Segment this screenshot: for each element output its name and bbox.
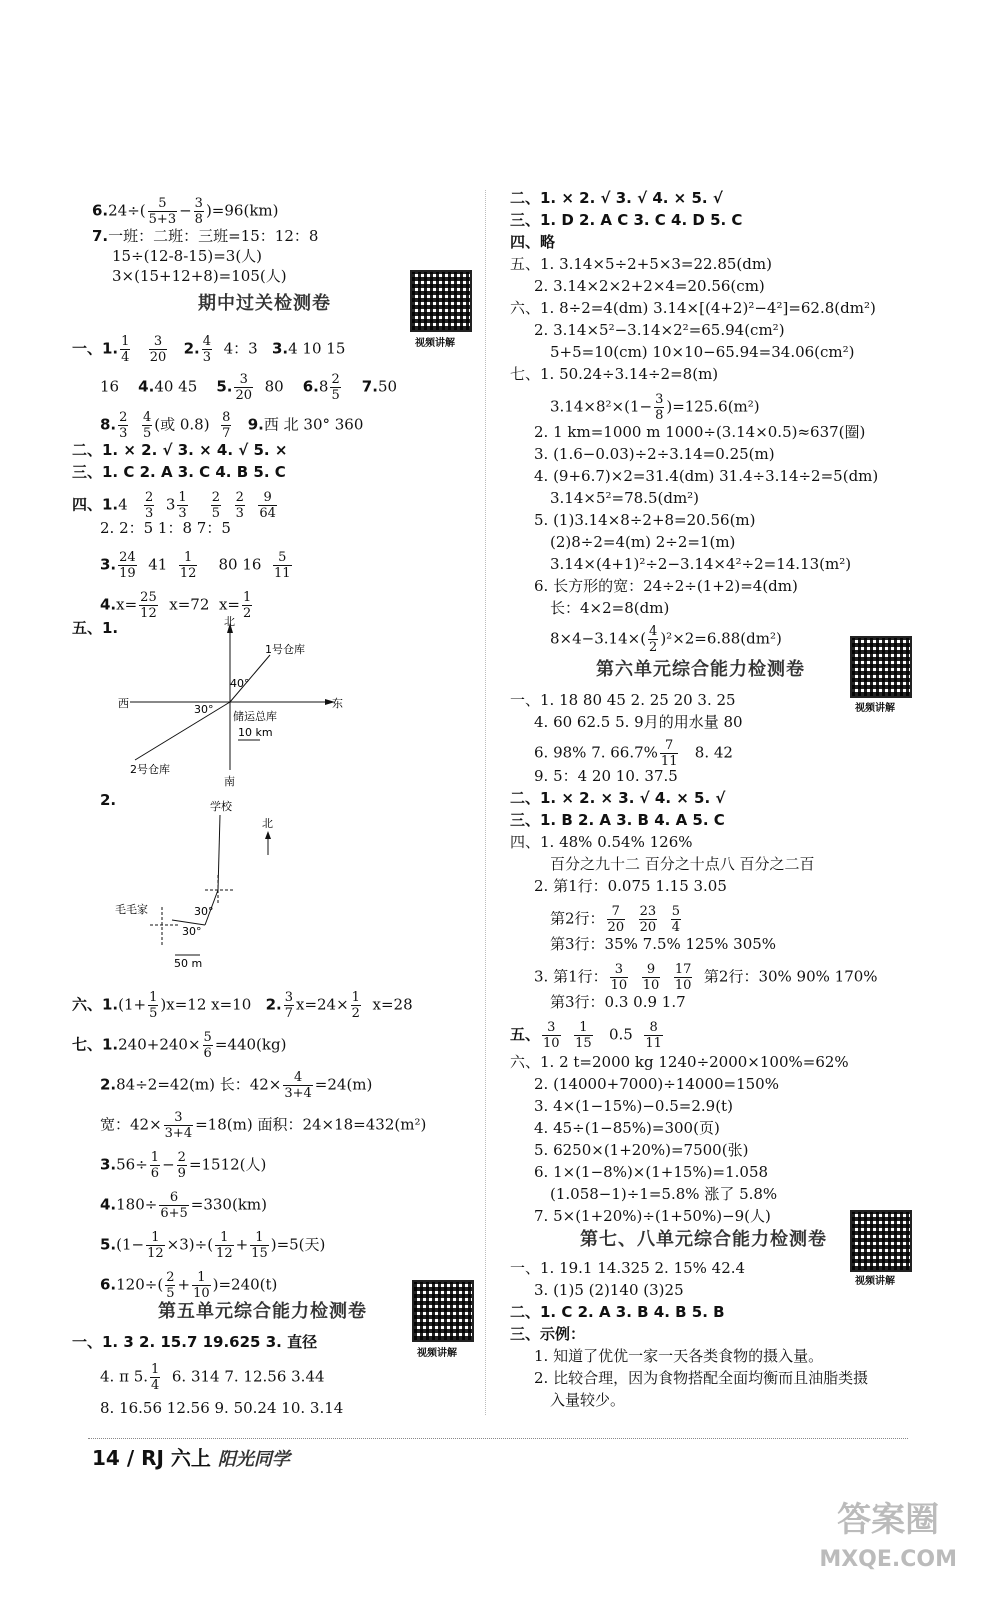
- map1-east: 东: [332, 697, 343, 710]
- unit6-part1-row4: 9. 5：4 20 10. 37.5: [534, 767, 678, 785]
- r-part7-5: 5. (1)3.14×8÷2+8=20.56(m): [534, 511, 756, 529]
- brand-logo: 阳光同学: [217, 1449, 290, 1470]
- midterm-part7-3: 3.56÷ $\frac{1}{6}$ − $\frac{2}{9}$ =1512(人): [100, 1150, 267, 1181]
- r-part6-2: 2. 3.14×5²−3.14×2²=65.94(cm²): [534, 321, 785, 339]
- unit78-part3-2b: 入量较少。: [550, 1391, 626, 1409]
- unit5-part1-row1: 一、1. 3 2. 15.7 19.625 3. 直径: [72, 1333, 318, 1351]
- unit6-part6-6b: (1.058−1)÷1=5.8% 涨了 5.8%: [550, 1185, 778, 1203]
- r-part2: 二、1. × 2. √ 3. √ 4. × 5. √: [510, 189, 723, 207]
- map2-home: 毛毛家: [115, 903, 148, 916]
- direction-map-1: [110, 615, 350, 790]
- unit6-part6-2: 2. (14000+7000)÷14000=150%: [534, 1075, 779, 1093]
- section-title-unit5: 第五单元综合能力检测卷: [158, 1301, 367, 1322]
- r-part7-1b: 3.14×8²×(1− $\frac{3}{8}$ )=125.6(m²): [550, 392, 760, 423]
- midterm-part2: 二、1. × 2. √ 3. × 4. √ 5. ×: [72, 441, 288, 459]
- map2-angle1: 30°: [194, 905, 214, 918]
- midterm-row1: 一、1. $\frac{1}{4}$ $\frac{3}{20}$ 2. $\frac{4}{3}$ 4：3 3.4 10 15: [72, 334, 346, 365]
- r-part7-6c: 8×4−3.14×( $\frac{4}{2}$ )²×2=6.88(dm²): [550, 624, 782, 655]
- r-part6-2b: 5+5=10(cm) 10×10−65.94=34.06(cm²): [550, 343, 855, 361]
- unit78-part2: 二、1. C 2. A 3. B 4. B 5. B: [510, 1303, 725, 1321]
- unit6-part4-3: 3. 第1行： $\frac{3}{10}$ $\frac{9}{10}$ $\frac{17}{10}$ 第2行：30% 90% 170%: [534, 962, 878, 993]
- midterm-part5-1: 五、1.: [72, 619, 119, 637]
- map1-north: 北: [224, 615, 235, 628]
- footer-rule: [88, 1438, 908, 1439]
- qr-label: 视频讲解: [855, 703, 895, 714]
- midterm-part7-4: 4.180÷ $\frac{6}{6+5}$ =330(km): [100, 1190, 267, 1221]
- qr-code-icon[interactable]: [410, 270, 472, 332]
- qr-label: 视频讲解: [417, 1348, 457, 1359]
- midterm-part7-6: 6.120÷( $\frac{2}{5}$ + $\frac{1}{10}$ )=240(t): [100, 1270, 278, 1301]
- midterm-part4-4: 4.x= $\frac{25}{12}$ x=72 x= $\frac{1}{2}$: [100, 590, 252, 621]
- unit6-part6-4: 4. 45÷(1−85%)=300(页): [534, 1119, 720, 1137]
- qr-code-icon[interactable]: [850, 636, 912, 698]
- unit78-part1-1: 一、1. 19.1 14.325 2. 15% 42.4: [510, 1259, 746, 1277]
- midterm-row3: 8. $\frac{2}{3}$ $\frac{4}{5}$ (或 0.8) $\frac{8}{7}$ 9.西 北 30° 360: [100, 410, 364, 441]
- midterm-part6: 六、1.(1+ $\frac{1}{5}$ )x=12 x=10 2. $\frac{3}{7}$ x=24× $\frac{1}{2}$ x=28: [72, 990, 413, 1021]
- unit6-part6-1: 六、1. 2 t=2000 kg 1240÷2000×100%=62%: [510, 1053, 849, 1071]
- map1-west: 西: [118, 697, 129, 710]
- unit6-part6-5: 5. 6250×(1+20%)=7500(张): [534, 1141, 749, 1159]
- unit6-part4-2c: 第3行：35% 7.5% 125% 305%: [550, 935, 777, 953]
- unit78-part3-2: 2. 比较合理，因为食物搭配全面均衡而且油脂类摄: [534, 1369, 869, 1387]
- midterm-part3: 三、1. C 2. A 3. C 4. B 5. C: [72, 463, 286, 481]
- direction-map-2: [110, 795, 290, 975]
- midterm-part4-2: 2. 2：5 1：8 7：5: [100, 519, 231, 537]
- answer-7-step2: 3×(15+12+8)=105(人): [112, 267, 287, 285]
- midterm-part7-2: 2.84÷2=42(m) 长：42× $\frac{4}{3+4}$ =24(m): [100, 1070, 373, 1101]
- midterm-part7-2b: 宽：42× $\frac{3}{3+4}$ =18(m) 面积：24×18=432(m²): [100, 1110, 427, 1141]
- qr-label: 视频讲解: [415, 338, 455, 349]
- edition-label: / RJ 六上: [126, 1446, 211, 1470]
- section-title-midterm: 期中过关检测卷: [198, 293, 331, 314]
- map2-scale: 50 m: [174, 957, 203, 970]
- midterm-part4-3: 3. $\frac{24}{19}$ 41 $\frac{1}{12}$ 80 16 $\frac{5}{11}$: [100, 550, 291, 581]
- map1-scale: 10 km: [238, 726, 273, 739]
- unit6-part6-3: 3. 4×(1−15%)−0.5=2.9(t): [534, 1097, 733, 1115]
- r-part7-2: 2. 1 km=1000 m 1000÷(3.14×0.5)≈637(圈): [534, 423, 866, 441]
- midterm-part5-2: 2.: [100, 791, 117, 809]
- r-part5-2: 2. 3.14×2×2+2×4=20.56(cm): [534, 277, 765, 295]
- unit6-part2: 二、1. × 2. × 3. √ 4. × 5. √: [510, 789, 726, 807]
- r-part5-1: 五、1. 3.14×5÷2+5×3=22.85(dm): [510, 255, 772, 273]
- map1-angle1: 40°: [230, 677, 250, 690]
- answer-6: 6.24÷( $\frac{5}{5+3}$ − $\frac{3}{8}$ )=96(km): [92, 196, 279, 227]
- r-part3: 三、1. D 2. A C 3. C 4. D 5. C: [510, 211, 743, 229]
- unit6-part4-3b: 第3行：0.3 0.9 1.7: [550, 993, 686, 1011]
- r-part7-4: 4. (9+6.7)×2=31.4(dm) 31.4÷3.14÷2=5(dm): [534, 467, 879, 485]
- answer-7-step1: 15÷(12-8-15)=3(人): [112, 247, 263, 265]
- unit5-part1-row2: 4. π 5. $\frac{1}{4}$ 6. 314 7. 12.56 3.44: [100, 1362, 325, 1393]
- r-part7-3: 3. (1.6−0.03)÷2÷3.14=0.25(m): [534, 445, 775, 463]
- r-part7-6b: 长：4×2=8(dm): [550, 599, 670, 617]
- qr-label: 视频讲解: [855, 1276, 895, 1287]
- unit6-part4-2: 2. 第1行：0.075 1.15 3.05: [534, 877, 727, 895]
- map1-center: 储运总库: [233, 710, 277, 723]
- unit78-part1-2: 3. (1)5 (2)140 (3)25: [534, 1281, 684, 1299]
- unit6-part4-1b: 百分之九十二 百分之十点八 百分之二百: [550, 855, 815, 873]
- map2-north: 北: [262, 817, 273, 830]
- qr-code-icon[interactable]: [850, 1210, 912, 1272]
- unit6-part6-7: 7. 5×(1+20%)÷(1+50%)−9(人): [534, 1207, 771, 1225]
- map2-angle2: 30°: [182, 925, 202, 938]
- map1-warehouse1: 1号仓库: [265, 643, 305, 656]
- unit6-part1-row2: 4. 60 62.5 5. 9月的用水量 80: [534, 713, 743, 731]
- section-title-unit6: 第六单元综合能力检测卷: [596, 659, 805, 680]
- unit6-part1-row3: 6. 98% 7. 66.7% $\frac{7}{11}$ 8. 42: [534, 738, 733, 769]
- map1-south: 南: [224, 775, 235, 788]
- qr-code-icon[interactable]: [412, 1280, 474, 1342]
- map1-warehouse2: 2号仓库: [130, 763, 170, 776]
- r-part7-4b: 3.14×5²=78.5(dm²): [550, 489, 700, 507]
- unit6-part3: 三、1. B 2. A 3. B 4. A 5. C: [510, 811, 725, 829]
- map2-school: 学校: [210, 800, 232, 813]
- unit6-part1-row1: 一、1. 18 80 45 2. 25 20 3. 25: [510, 691, 736, 709]
- unit6-part4-1: 四、1. 48% 0.54% 126%: [510, 833, 693, 851]
- r-part7-5b: (2)8÷2=4(m) 2÷2=1(m): [550, 533, 736, 551]
- watermark: 答案圈 MXQE.COM: [819, 1500, 957, 1572]
- section-title-unit78: 第七、八单元综合能力检测卷: [580, 1229, 827, 1250]
- column-divider: [485, 190, 486, 1415]
- answer-7: 7.一班：二班：三班=15：12：8: [92, 227, 319, 245]
- midterm-part4-1: 四、1.4 $\frac{2}{3}$ 3 $\frac{1}{3}$ $\frac{2}{5}$ $\frac{2}{3}$ $\frac{9}{64}$: [72, 490, 276, 521]
- midterm-row2: 16 4.40 45 5. $\frac{3}{20}$ 80 6.8 $\frac{2}{5}$ 7.50: [100, 372, 398, 403]
- midterm-part7-5: 5.(1− $\frac{1}{12}$ ×3)÷( $\frac{1}{12}$ + $\frac{1}{15}$ )=5(天): [100, 1230, 326, 1261]
- r-part7-5c: 3.14×(4+1)²÷2−3.14×4²÷2=14.13(m²): [550, 555, 852, 573]
- r-part6-1: 六、1. 8÷2=4(dm) 3.14×[(4+2)²−4²]=62.8(dm²): [510, 299, 876, 317]
- unit5-part1-row3: 8. 16.56 12.56 9. 50.24 10. 3.14: [100, 1399, 344, 1417]
- map1-angle2: 30°: [194, 703, 214, 716]
- unit78-part3-1: 1. 知道了优优一家一天各类食物的摄入量。: [534, 1347, 824, 1365]
- unit6-part5: 五、 $\frac{3}{10}$ $\frac{1}{15}$ 0.5 $\frac{8}{11}$: [510, 1020, 662, 1051]
- unit78-part3: 三、示例：: [510, 1325, 586, 1343]
- midterm-part7-1: 七、1.240+240× $\frac{5}{6}$ =440(kg): [72, 1030, 287, 1061]
- page-number: 14: [92, 1446, 120, 1470]
- page-footer: [92, 1442, 290, 1471]
- r-part7-6: 6. 长方形的宽：24÷2÷(1+2)=4(dm): [534, 577, 798, 595]
- unit6-part6-6: 6. 1×(1−8%)×(1+15%)=1.058: [534, 1163, 769, 1181]
- unit6-part4-2b: 第2行： $\frac{7}{20}$ $\frac{23}{20}$ $\frac{5}{4}$: [550, 904, 681, 935]
- r-part4: 四、略: [510, 233, 556, 251]
- r-part7-1: 七、1. 50.24÷3.14÷2=8(m): [510, 365, 719, 383]
